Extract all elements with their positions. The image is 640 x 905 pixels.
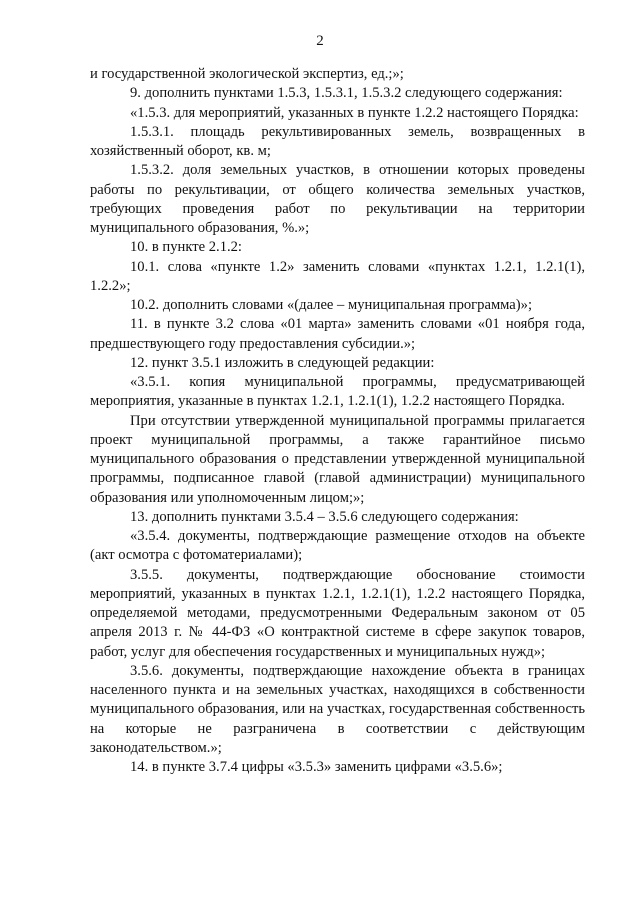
paragraph-1-5-3: «1.5.3. для мероприятий, указанных в пункте 1.2.2 настоящего Порядка: <box>130 104 579 121</box>
paragraph-1-5-3-2: 1.5.3.2. доля земельных участков, в отношении которых проведены работы по рекультивации, от общего количества земельных участков, требующих проведения работ по рекультивации на территории муниципального образования, %.»; <box>90 162 585 236</box>
paragraph-item-13: 13. дополнить пунктами 3.5.4 – 3.5.6 следующего содержания: <box>130 508 519 525</box>
paragraph-continuation: и государственной экологической экспертиз, ед.;»; <box>90 66 404 82</box>
paragraph-3-5-6: 3.5.6. документы, подтверждающие нахождение объекта в границах населенного пункта и на земельных участках, находящихся в собственности муниципального образования, или на участках, государственная собственность на которые не разграничена в соответствии с действующим законодательством.»; <box>90 662 585 756</box>
paragraph-item-9: 9. дополнить пунктами 1.5.3, 1.5.3.1, 1.5.3.2 следующего содержания: <box>130 85 563 102</box>
paragraph-item-12: 12. пункт 3.5.1 изложить в следующей редакции: <box>130 354 435 371</box>
paragraph-item-10-2: 10.2. дополнить словами «(далее – муниципальная программа)»; <box>130 297 532 313</box>
paragraph-item-14: 14. в пункте 3.7.4 цифры «3.5.3» заменить цифрами «3.5.6»; <box>130 759 503 775</box>
paragraph-3-5-4: «3.5.4. документы, подтверждающие размещение отходов на объекте (акт осмотра с фотоматериалами); <box>90 528 585 564</box>
paragraph-3-5-1-note: При отсутствии утвержденной муниципальной программы прилагается проект муниципальной программы, а также гарантийное письмо муниципального образования о представлении утвержденной муниципальной программы, подписанное главой (главой администрации) муниципального образования или уполномоченным лицом;»; <box>90 412 585 506</box>
page-number: 2 <box>316 33 324 49</box>
paragraph-item-11: 11. в пункте 3.2 слова «01 марта» заменить словами «01 ноября года, предшествующего году предоставления субсидии.»; <box>90 316 585 352</box>
paragraph-item-10: 10. в пункте 2.1.2: <box>130 239 242 256</box>
paragraph-item-10-1: 10.1. слова «пункте 1.2» заменить словами «пунктах 1.2.1, 1.2.1(1), 1.2.2»; <box>90 258 585 294</box>
document-body <box>90 65 585 777</box>
paragraph-1-5-3-1: 1.5.3.1. площадь рекультивированных земель, возвращенных в хозяйственный оборот, кв. м; <box>90 123 585 159</box>
paragraph-3-5-1: «3.5.1. копия муниципальной программы, предусматривающей мероприятия, указанные в пунктах 1.2.1, 1.2.1(1), 1.2.2 настоящего Порядка. <box>90 374 585 410</box>
paragraph-3-5-5: 3.5.5. документы, подтверждающие обоснование стоимости мероприятий, указанных в пунктах 1.2.1, 1.2.1(1), 1.2.2 настоящего Порядка, определяемой методами, предусмотренными Федеральным законом от 05 апреля 2013 г. № 44-ФЗ «О контрактной системе в сфере закупок товаров, работ, услуг для обеспечения государственных и муниципальных нужд»; <box>90 566 585 660</box>
